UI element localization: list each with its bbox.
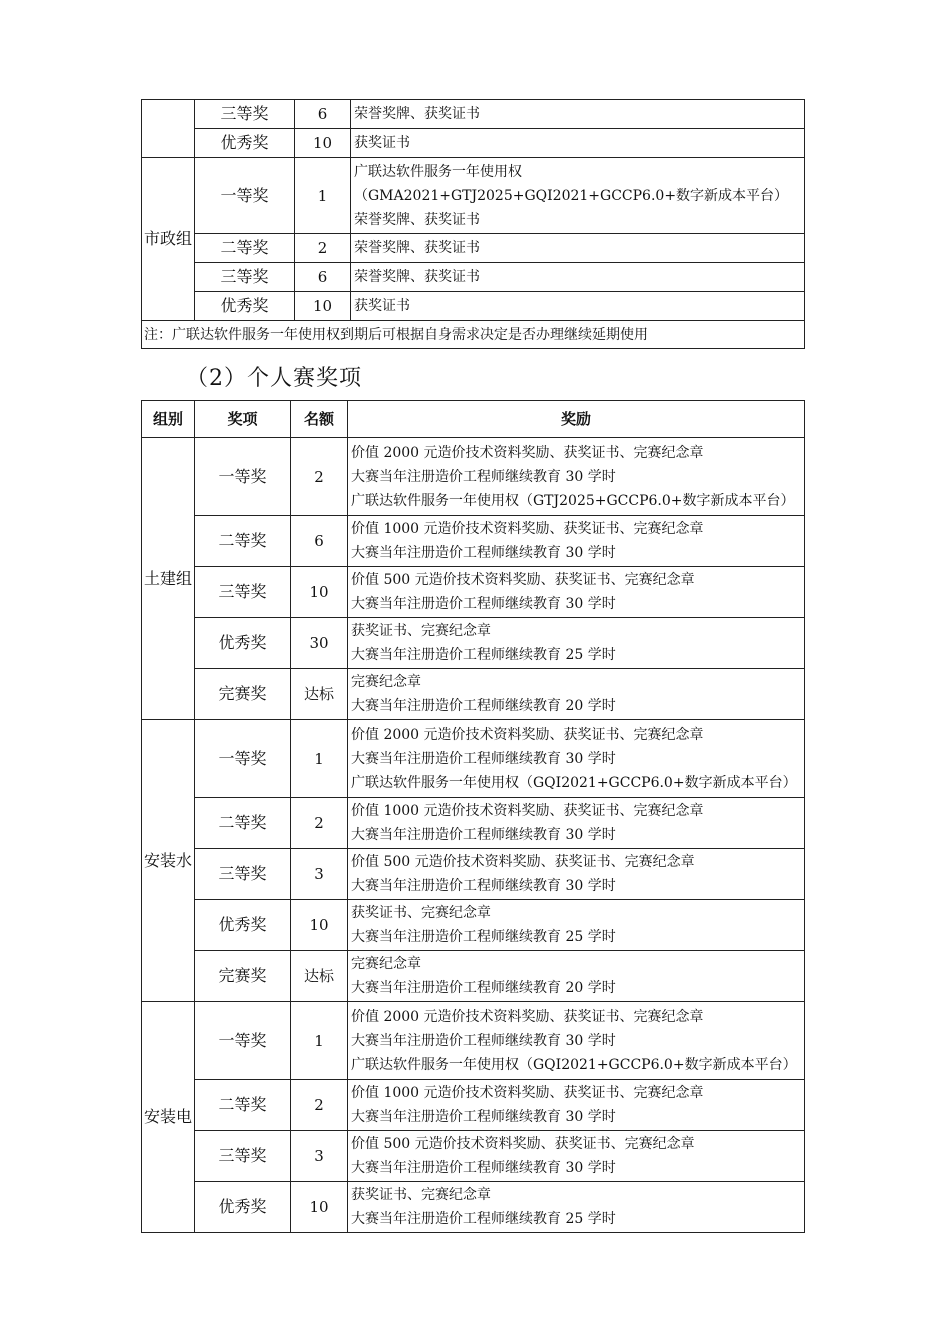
award-cell: 三等奖 (195, 263, 295, 292)
award-cell: 三等奖 (195, 1131, 291, 1182)
award-cell: 优秀奖 (195, 900, 291, 951)
count-cell: 10 (291, 900, 348, 951)
header-award: 奖项 (195, 401, 291, 438)
reward-line: 大赛当年注册造价工程师继续教育 30 学时 (351, 878, 616, 894)
group-cell: 安装水 (142, 720, 195, 1002)
award-cell: 三等奖 (195, 849, 291, 900)
table-row (142, 516, 805, 567)
table-row (142, 1131, 805, 1182)
reward-cell (348, 1080, 805, 1131)
reward-line: 大赛当年注册造价工程师继续教育 25 学时 (351, 1211, 616, 1227)
reward-line: 价值 1000 元造价技术资料奖励、获奖证书、完赛纪念章 (351, 521, 704, 537)
reward-cell: 获奖证书 (351, 292, 805, 321)
reward-cell: 荣誉奖牌、获奖证书 (351, 263, 805, 292)
count-cell: 1 (291, 720, 348, 798)
count-cell: 1 (295, 158, 351, 234)
table-row (142, 720, 805, 798)
reward-line: 大赛当年注册造价工程师继续教育 25 学时 (351, 647, 616, 663)
award-cell: 完赛奖 (195, 951, 291, 1002)
table-row (142, 100, 805, 129)
reward-line: 价值 500 元造价技术资料奖励、获奖证书、完赛纪念章 (351, 854, 695, 870)
award-cell: 三等奖 (195, 567, 291, 618)
reward-line: 大赛当年注册造价工程师继续教育 30 学时 (351, 596, 616, 612)
count-cell: 10 (295, 129, 351, 158)
count-cell: 2 (291, 438, 348, 516)
header-count: 名额 (291, 401, 348, 438)
table-note: 注：广联达软件服务一年使用权到期后可根据自身需求决定是否办理继续延期使用 (142, 321, 805, 349)
reward-line: 大赛当年注册造价工程师继续教育 30 学时 (351, 750, 616, 767)
reward-cell (348, 567, 805, 618)
note-row (142, 321, 805, 349)
reward-line: 大赛当年注册造价工程师继续教育 30 学时 (351, 827, 616, 843)
table-row (142, 798, 805, 849)
team-awards-table (141, 99, 805, 349)
reward-line: 价值 2000 元造价技术资料奖励、获奖证书、完赛纪念章 (351, 726, 704, 743)
header-reward: 奖励 (348, 401, 805, 438)
award-cell: 三等奖 (195, 100, 295, 129)
reward-cell (348, 438, 805, 516)
reward-cell (348, 1182, 805, 1233)
table-row (142, 849, 805, 900)
count-cell: 2 (291, 798, 348, 849)
reward-line: 大赛当年注册造价工程师继续教育 25 学时 (351, 929, 616, 945)
count-cell: 达标 (291, 951, 348, 1002)
reward-cell (348, 951, 805, 1002)
table-row (142, 1002, 805, 1080)
group-cell-prev (142, 100, 195, 158)
table-row (142, 618, 805, 669)
count-cell: 30 (291, 618, 348, 669)
count-cell: 1 (291, 1002, 348, 1080)
award-cell: 一等奖 (195, 438, 291, 516)
award-cell: 优秀奖 (195, 292, 295, 321)
reward-line: 大赛当年注册造价工程师继续教育 30 学时 (351, 1032, 616, 1049)
reward-line: 大赛当年注册造价工程师继续教育 30 学时 (351, 545, 616, 561)
reward-line: 广联达软件服务一年使用权（GQI2021+GCCP6.0+数字新成本平台） (351, 774, 797, 791)
reward-cell (348, 1131, 805, 1182)
reward-cell (348, 516, 805, 567)
count-cell: 6 (295, 263, 351, 292)
award-cell: 优秀奖 (195, 618, 291, 669)
reward-line: 价值 2000 元造价技术资料奖励、获奖证书、完赛纪念章 (351, 444, 704, 461)
reward-line: 大赛当年注册造价工程师继续教育 20 学时 (351, 980, 616, 996)
table-row (142, 669, 805, 720)
award-cell: 二等奖 (195, 1080, 291, 1131)
table-row (142, 158, 805, 234)
reward-line: 价值 1000 元造价技术资料奖励、获奖证书、完赛纪念章 (351, 803, 704, 819)
award-cell: 优秀奖 (195, 1182, 291, 1233)
count-cell: 6 (291, 516, 348, 567)
table-header-row (142, 401, 805, 438)
table-row (142, 129, 805, 158)
reward-line: 大赛当年注册造价工程师继续教育 30 学时 (351, 1160, 616, 1176)
reward-line: 价值 2000 元造价技术资料奖励、获奖证书、完赛纪念章 (351, 1008, 704, 1025)
award-cell: 二等奖 (195, 798, 291, 849)
table-row (142, 1080, 805, 1131)
individual-awards-body (142, 438, 805, 1233)
count-cell: 10 (291, 1182, 348, 1233)
reward-line: 大赛当年注册造价工程师继续教育 20 学时 (351, 698, 616, 714)
reward-cell: 荣誉奖牌、获奖证书 (351, 100, 805, 129)
award-cell: 一等奖 (195, 720, 291, 798)
reward-cell (348, 900, 805, 951)
reward-cell: 广联达软件服务一年使用权 （GMA2021+GTJ2025+GQI2021+GCCP6.0+数字新成本平台） 荣誉奖牌、获奖证书 (351, 158, 805, 234)
award-cell: 二等奖 (195, 516, 291, 567)
table-row (142, 1182, 805, 1233)
count-cell: 达标 (291, 669, 348, 720)
reward-cell: 获奖证书 (351, 129, 805, 158)
reward-line: 价值 500 元造价技术资料奖励、获奖证书、完赛纪念章 (351, 1136, 695, 1152)
reward-line: 大赛当年注册造价工程师继续教育 30 学时 (351, 468, 616, 485)
reward-cell (348, 1002, 805, 1080)
count-cell: 6 (295, 100, 351, 129)
award-cell: 二等奖 (195, 234, 295, 263)
count-cell: 3 (291, 849, 348, 900)
reward-line: 广联达软件服务一年使用权（GTJ2025+GCCP6.0+数字新成本平台） (351, 492, 795, 509)
count-cell: 2 (295, 234, 351, 263)
section-title: （2）个人赛奖项 (186, 366, 362, 391)
count-cell: 3 (291, 1131, 348, 1182)
reward-line: 完赛纪念章 (351, 674, 421, 690)
table-row (142, 292, 805, 321)
award-cell: 一等奖 (195, 158, 295, 234)
count-cell: 2 (291, 1080, 348, 1131)
count-cell: 10 (291, 567, 348, 618)
award-cell: 完赛奖 (195, 669, 291, 720)
reward-line: 完赛纪念章 (351, 956, 421, 972)
award-cell: 一等奖 (195, 1002, 291, 1080)
header-group: 组别 (142, 401, 195, 438)
individual-awards-table (141, 400, 805, 1233)
reward-cell (348, 669, 805, 720)
reward-line: 广联达软件服务一年使用权（GQI2021+GCCP6.0+数字新成本平台） (351, 1056, 797, 1073)
group-cell: 安装电 (142, 1002, 195, 1233)
award-cell: 优秀奖 (195, 129, 295, 158)
count-cell: 10 (295, 292, 351, 321)
reward-cell (348, 798, 805, 849)
table-row (142, 900, 805, 951)
table-row (142, 234, 805, 263)
reward-cell: 荣誉奖牌、获奖证书 (351, 234, 805, 263)
table-row (142, 567, 805, 618)
table-row (142, 951, 805, 1002)
reward-cell (348, 720, 805, 798)
reward-cell (348, 618, 805, 669)
reward-cell (348, 849, 805, 900)
reward-line: 大赛当年注册造价工程师继续教育 30 学时 (351, 1109, 616, 1125)
reward-line: 获奖证书、完赛纪念章 (351, 623, 491, 639)
reward-line: 价值 500 元造价技术资料奖励、获奖证书、完赛纪念章 (351, 572, 695, 588)
reward-line: 获奖证书、完赛纪念章 (351, 905, 491, 921)
group-cell: 土建组 (142, 438, 195, 720)
group-cell: 市政组 (142, 158, 195, 321)
reward-line: 获奖证书、完赛纪念章 (351, 1187, 491, 1203)
table-row (142, 438, 805, 516)
table-row (142, 263, 805, 292)
reward-line: 价值 1000 元造价技术资料奖励、获奖证书、完赛纪念章 (351, 1085, 704, 1101)
